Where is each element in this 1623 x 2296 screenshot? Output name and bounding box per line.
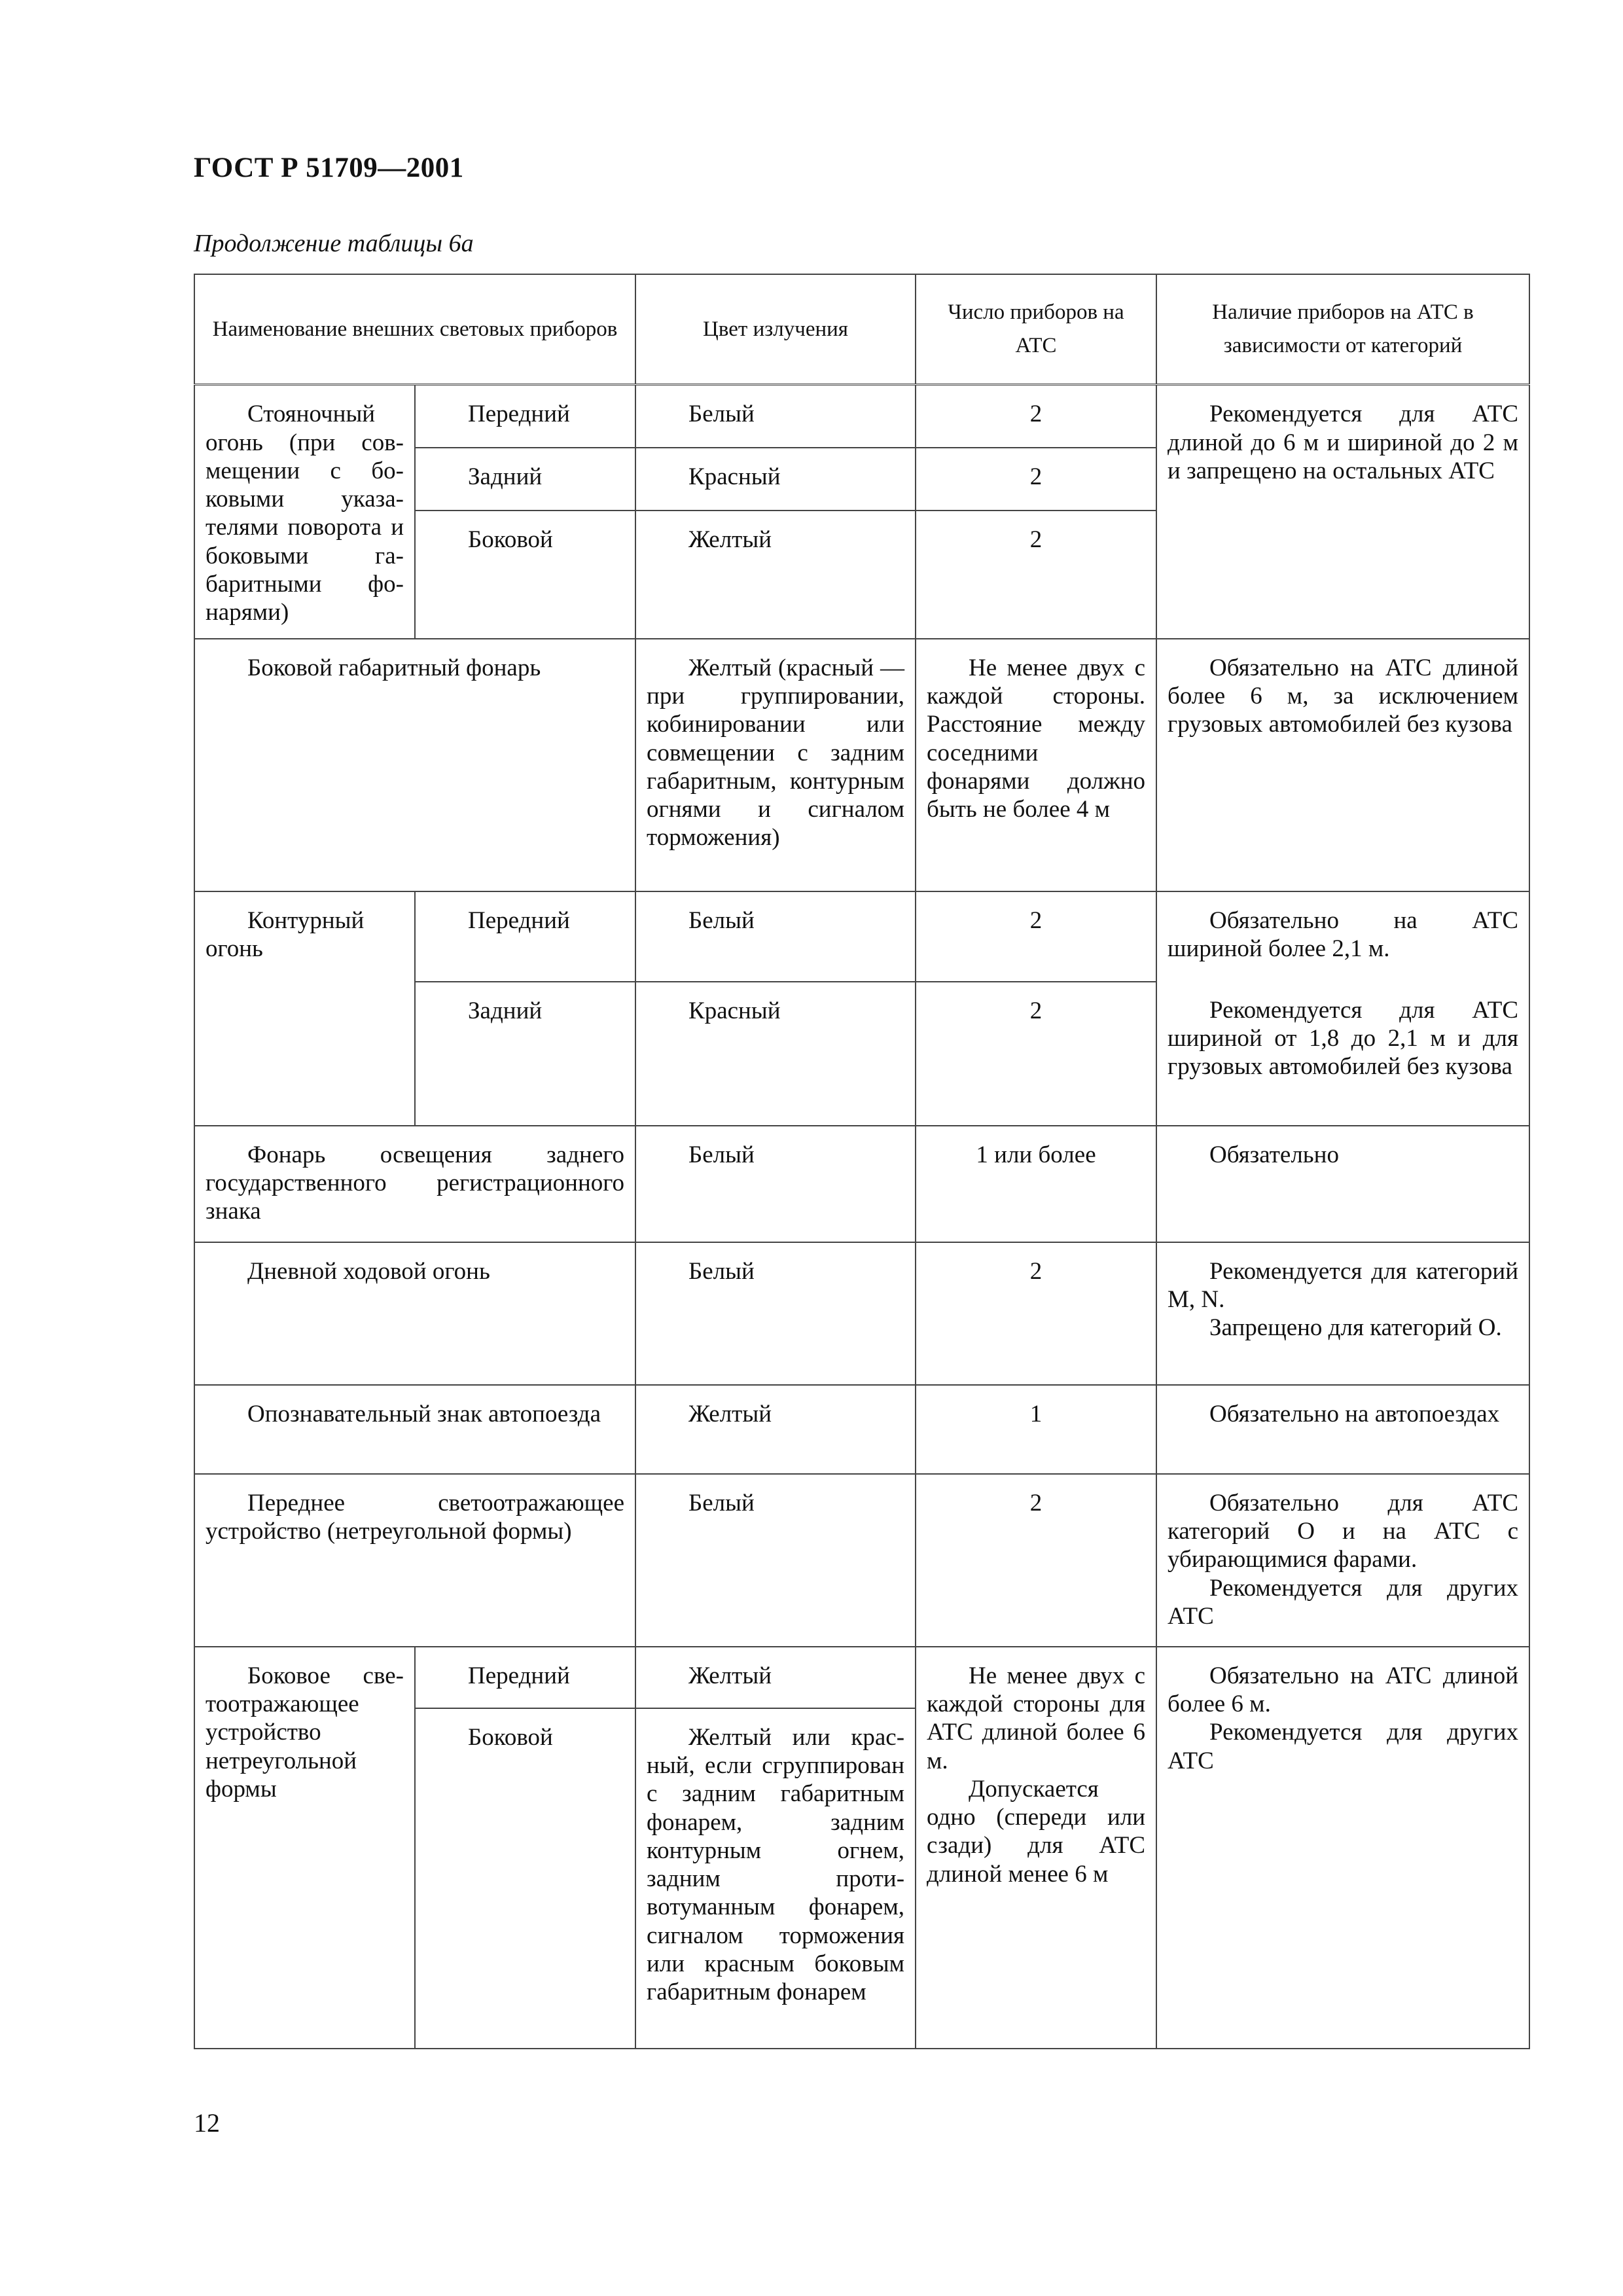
presence-cell [1156, 1647, 1529, 2049]
device-name-cell: Контурный огонь [194, 891, 415, 1126]
table-row [194, 1126, 1529, 1242]
table-row [194, 1242, 1529, 1385]
device-name-cell: Боковое светоотражающее устройство нетреугольной формы [194, 1647, 415, 2049]
table-row [194, 1647, 1529, 1708]
table-row [194, 639, 1529, 891]
color-cell: Желтый (красный — при группировании, кобинировании или совмещении с задним габаритным, контурным огнями и сигналом торможения) [635, 639, 916, 891]
color-cell: Белый [635, 1474, 916, 1647]
presence-text: Обязательно на АТС длиной более 6 м. [1168, 1662, 1519, 1718]
count-cell: 2 [916, 385, 1156, 448]
presence-cell: Обязательно [1156, 1126, 1529, 1242]
position-cell: Задний [415, 448, 635, 511]
device-name-cell: Фонарь освещения заднего государственного регистрационного знака [194, 1126, 635, 1242]
presence-text: Рекомендуется для других АТС [1168, 1574, 1519, 1630]
count-cell: 1 [916, 1385, 1156, 1474]
table-header-row [194, 274, 1529, 385]
count-text: Допускается одно (спереди или сзади) для АТС длиной менее 6 м [927, 1775, 1146, 1888]
presence-cell: Рекомендуется для АТС шириной от 1,8 до 2,1 м и для грузовых автомобилей без кузова [1156, 982, 1529, 1126]
device-name-cell: Стояночный огонь (при совмещении с боковыми указателями поворота и боковыми габаритными фонарями) [194, 385, 415, 639]
table-row [194, 385, 1529, 448]
count-cell: 2 [916, 1474, 1156, 1647]
color-cell: Белый [635, 385, 916, 448]
color-cell: Красный [635, 982, 916, 1126]
color-cell: Желтый или красный, если сгруппирован с задним габаритным фонарем, задним контурным огнем, задним противотуманным фонарем, сигналом торможения или красным боковым габаритным фонарем [635, 1708, 916, 2049]
table-caption: Продолжение таблицы 6а [194, 230, 474, 257]
table-row [194, 891, 1529, 982]
presence-cell: Обязательно на автопоездах [1156, 1385, 1529, 1474]
color-cell: Белый [635, 1126, 916, 1242]
device-name-cell: Дневной ходовой огонь [194, 1242, 635, 1385]
count-cell: 2 [916, 1242, 1156, 1385]
presence-cell: Рекомендуется для АТС длиной до 6 м и шириной до 2 м и запрещено на остальных АТС [1156, 385, 1529, 639]
color-cell: Желтый [635, 511, 916, 639]
lighting-devices-table [194, 274, 1530, 2049]
document-title: ГОСТ Р 51709—2001 [194, 152, 464, 183]
page-number: 12 [194, 2108, 220, 2138]
count-cell: 1 или более [916, 1126, 1156, 1242]
color-cell: Желтый [635, 1647, 916, 1708]
position-cell: Передний [415, 1647, 635, 1708]
presence-cell [1156, 1242, 1529, 1385]
device-name-cell: Опознавательный знак автопоезда [194, 1385, 635, 1474]
column-header-presence: Наличие приборов на АТС в зависимости от категорий [1156, 274, 1529, 385]
count-cell: 2 [916, 511, 1156, 639]
presence-text: Рекомендуется для категорий М, N. [1168, 1257, 1519, 1314]
device-name-cell: Переднее светоотражающее устройство (нетреугольной формы) [194, 1474, 635, 1647]
count-text: Не менее двух с каждой стороны для АТС длиной более 6 м. [927, 1662, 1146, 1774]
presence-text: Обязательно для АТС категорий О и на АТС с убирающимися фарами. [1168, 1489, 1519, 1573]
count-cell: Не менее двух с каждой стороны. Расстояние между соседними фонарями должно быть не более 4 м [916, 639, 1156, 891]
color-cell: Желтый [635, 1385, 916, 1474]
device-name-cell: Боковой габаритный фонарь [194, 639, 635, 891]
color-cell: Белый [635, 1242, 916, 1385]
presence-text: Рекомендуется для других АТС [1168, 1719, 1519, 1774]
position-cell: Боковой [415, 1708, 635, 2049]
presence-cell [1156, 1474, 1529, 1647]
color-cell: Красный [635, 448, 916, 511]
presence-text: Запрещено для категорий О. [1209, 1314, 1502, 1342]
position-cell: Задний [415, 982, 635, 1126]
count-cell: 2 [916, 982, 1156, 1126]
count-cell: 2 [916, 448, 1156, 511]
table-row [194, 1474, 1529, 1647]
position-cell: Передний [415, 385, 635, 448]
presence-cell: Обязательно на АТС длиной более 6 м, за исключением грузовых автомобилей без кузова [1156, 639, 1529, 891]
table-row [194, 1385, 1529, 1474]
count-cell [916, 1647, 1156, 2049]
column-header-name: Наименование внешних световых приборов [194, 274, 635, 385]
count-cell: 2 [916, 891, 1156, 982]
column-header-color: Цвет излучения [635, 274, 916, 385]
color-cell: Белый [635, 891, 916, 982]
position-cell: Боковой [415, 511, 635, 639]
column-header-count: Число приборов на АТС [916, 274, 1156, 385]
position-cell: Передний [415, 891, 635, 982]
presence-cell: Обязательно на АТС шириной более 2,1 м. [1156, 891, 1529, 982]
